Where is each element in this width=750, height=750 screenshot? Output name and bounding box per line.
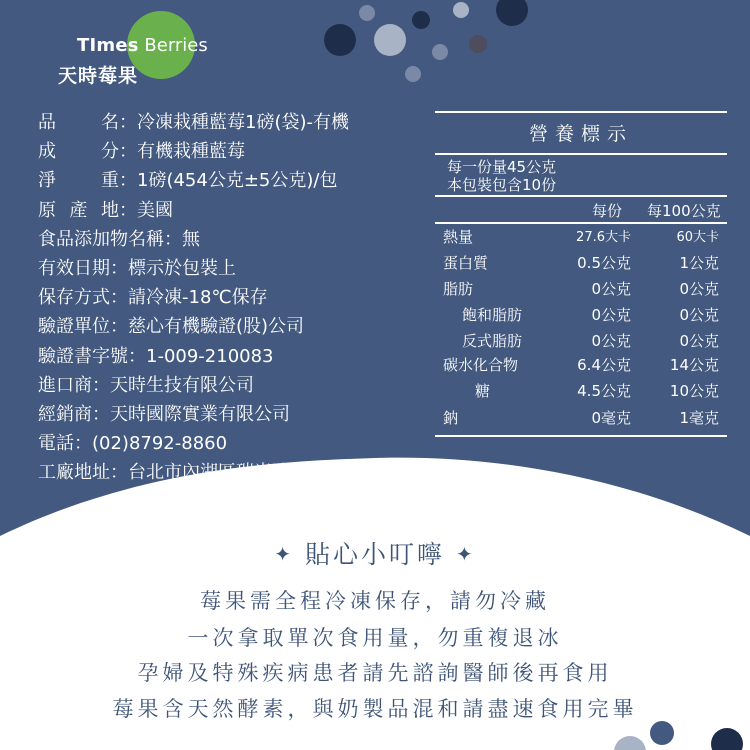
- per-serving-value: 0毫克: [591, 409, 631, 427]
- per-100g-value: 14公克: [669, 356, 719, 374]
- info-row-certifier: 驗證單位：慈心有機驗證(股)公司: [38, 312, 401, 341]
- info-value: 請冷凍-18℃保存: [128, 287, 268, 309]
- nutrition-row: [435, 330, 727, 356]
- tip-line: 莓果含天然酵素，與奶製品混和請盡速食用完畢: [112, 697, 638, 721]
- info-row-net-weight: 淨 重 ：1磅(454公克±5公克)/包: [38, 166, 401, 195]
- brand-logo-zh: 天時莓果: [58, 65, 139, 87]
- table-rule: [435, 153, 727, 155]
- info-row-expiry: 有效日期：標示於包裝上: [38, 254, 401, 283]
- nutrition-title: 營養標示: [528, 123, 633, 145]
- table-rule: [435, 435, 727, 437]
- info-row-name: 品 名 ：冷凍栽種藍莓1磅(袋)-有機: [38, 108, 401, 137]
- info-value: 標示於包裝上: [128, 257, 236, 279]
- per-100g-value: 0公克: [679, 280, 719, 298]
- info-row-origin: 原 產 地 ：美國: [38, 196, 401, 225]
- info-row-factory-address: 工廠地址：台北市內湖區瑞光路76巷16號1樓: [38, 458, 401, 487]
- per-serving-value: 0公克: [591, 306, 631, 324]
- per-100g-value: 60大卡: [676, 230, 719, 245]
- col-header-per-serving: 每份: [592, 202, 623, 220]
- tips-title: [0, 535, 750, 571]
- nutrition-row: [435, 278, 727, 304]
- info-value: 有機栽種藍莓: [137, 141, 245, 163]
- brand-logo-berries: Berries: [144, 35, 208, 56]
- per-100g-value: 1毫克: [679, 409, 719, 427]
- nutrient-name: 脂肪: [443, 280, 474, 298]
- berry-dot: [374, 24, 406, 56]
- info-row-storage: 保存方式：請冷凍-18℃保存: [38, 283, 401, 312]
- product-info-list: [38, 108, 401, 487]
- table-rule: [435, 111, 727, 113]
- info-value: 慈心有機驗證(股)公司: [128, 316, 305, 338]
- nutrition-row: [435, 354, 727, 380]
- berry-dot: [324, 24, 356, 56]
- nutrient-name: 糖: [475, 382, 491, 400]
- per-serving-value: 0公克: [591, 332, 631, 350]
- info-value: 台北市內湖區瑞光路76巷16號1樓: [128, 462, 402, 484]
- info-value: 冷凍栽種藍莓1磅(袋)-有機: [137, 112, 349, 133]
- nutrient-name: 飽和脂肪: [462, 306, 523, 324]
- info-row-importer: 進口商：天時生技有限公司: [38, 371, 401, 400]
- berry-dot: [405, 66, 421, 82]
- info-label: 經銷商: [38, 403, 92, 425]
- berry-dot: [469, 35, 487, 53]
- nutrient-name: 碳水化合物: [443, 356, 519, 374]
- nutrient-name: 蛋白質: [443, 254, 489, 272]
- info-label: 保存方式: [38, 287, 110, 309]
- berry-dot: [412, 11, 430, 29]
- info-row-distributor: 經銷商：天時國際實業有限公司: [38, 400, 401, 429]
- info-label: 成 分: [38, 141, 119, 163]
- info-value: 天時生技有限公司: [110, 374, 254, 396]
- info-row-cert-number: 驗證書字號：1-009-210083: [38, 342, 401, 371]
- nutrition-row: [435, 226, 727, 252]
- info-label: 電話: [38, 433, 74, 455]
- info-label: 工廠地址: [38, 462, 110, 484]
- berry-dot: [432, 44, 448, 60]
- table-rule: [435, 222, 727, 224]
- nutrient-name: 熱量: [443, 228, 474, 246]
- col-header-per-100g: 每100公克: [647, 202, 721, 220]
- info-label: 品 名: [38, 112, 119, 133]
- info-row-ingredients: 成 分 ：有機栽種藍莓: [38, 137, 401, 166]
- info-label: 有效日期: [38, 257, 110, 279]
- berry-dot: [650, 721, 674, 745]
- brand-logo-en: [77, 35, 208, 56]
- info-value: 天時國際實業有限公司: [110, 403, 290, 425]
- info-value: (02)8792-8860: [92, 433, 228, 455]
- nutrient-name: 鈉: [443, 409, 459, 427]
- tip-line: 莓果需全程冷凍保存，請勿冷藏: [200, 589, 550, 613]
- brand-logo-times: TImes: [77, 35, 139, 56]
- info-label: 進口商: [38, 374, 92, 396]
- per-serving-value: 0公克: [591, 280, 631, 298]
- per-100g-value: 0公克: [679, 332, 719, 350]
- table-rule: [435, 195, 727, 197]
- info-label: 驗證單位: [38, 316, 110, 338]
- per-serving-value: 27.6大卡: [576, 230, 631, 245]
- per-serving-value: 4.5公克: [577, 382, 631, 400]
- berry-dot: [614, 736, 646, 750]
- servings-per-package: 本包裝包含10份: [447, 176, 557, 194]
- tip-line: 孕婦及特殊疾病患者請先諮詢醫師後再食用: [137, 661, 613, 685]
- info-value: 1-009-210083: [146, 345, 274, 367]
- berry-dot: [711, 728, 743, 750]
- info-value: 無: [182, 228, 200, 250]
- berry-dot: [359, 5, 375, 21]
- per-100g-value: 10公克: [669, 382, 719, 400]
- diamond-icon: ✦: [455, 542, 476, 566]
- info-label: 淨 重: [38, 170, 119, 192]
- nutrition-row: [435, 407, 727, 433]
- per-serving-value: 0.5公克: [577, 254, 631, 272]
- per-100g-value: 0公克: [679, 306, 719, 324]
- serving-size: 每一份量45公克: [447, 158, 557, 176]
- nutrition-row: [435, 304, 727, 330]
- nutrient-name: 反式脂肪: [462, 332, 523, 350]
- diamond-icon: ✦: [274, 542, 295, 566]
- info-value: 1磅(454公克±5公克)/包: [137, 170, 338, 192]
- per-100g-value: 1公克: [679, 254, 719, 272]
- info-value: 美國: [137, 199, 173, 221]
- info-row-additives: 食品添加物名稱：無: [38, 225, 401, 254]
- info-label: 驗證書字號: [38, 345, 128, 367]
- tips-title-text: 貼心小叮嚀: [304, 540, 445, 569]
- tip-line: 一次拿取單次食用量，勿重複退冰: [187, 626, 563, 650]
- info-label: 原 產 地: [38, 199, 119, 221]
- info-label: 食品添加物名稱: [38, 228, 164, 250]
- info-row-phone: 電話：(02)8792-8860: [38, 429, 401, 458]
- per-serving-value: 6.4公克: [577, 356, 631, 374]
- nutrition-row: [435, 380, 727, 406]
- berry-dot: [453, 2, 469, 18]
- nutrition-row: [435, 252, 727, 278]
